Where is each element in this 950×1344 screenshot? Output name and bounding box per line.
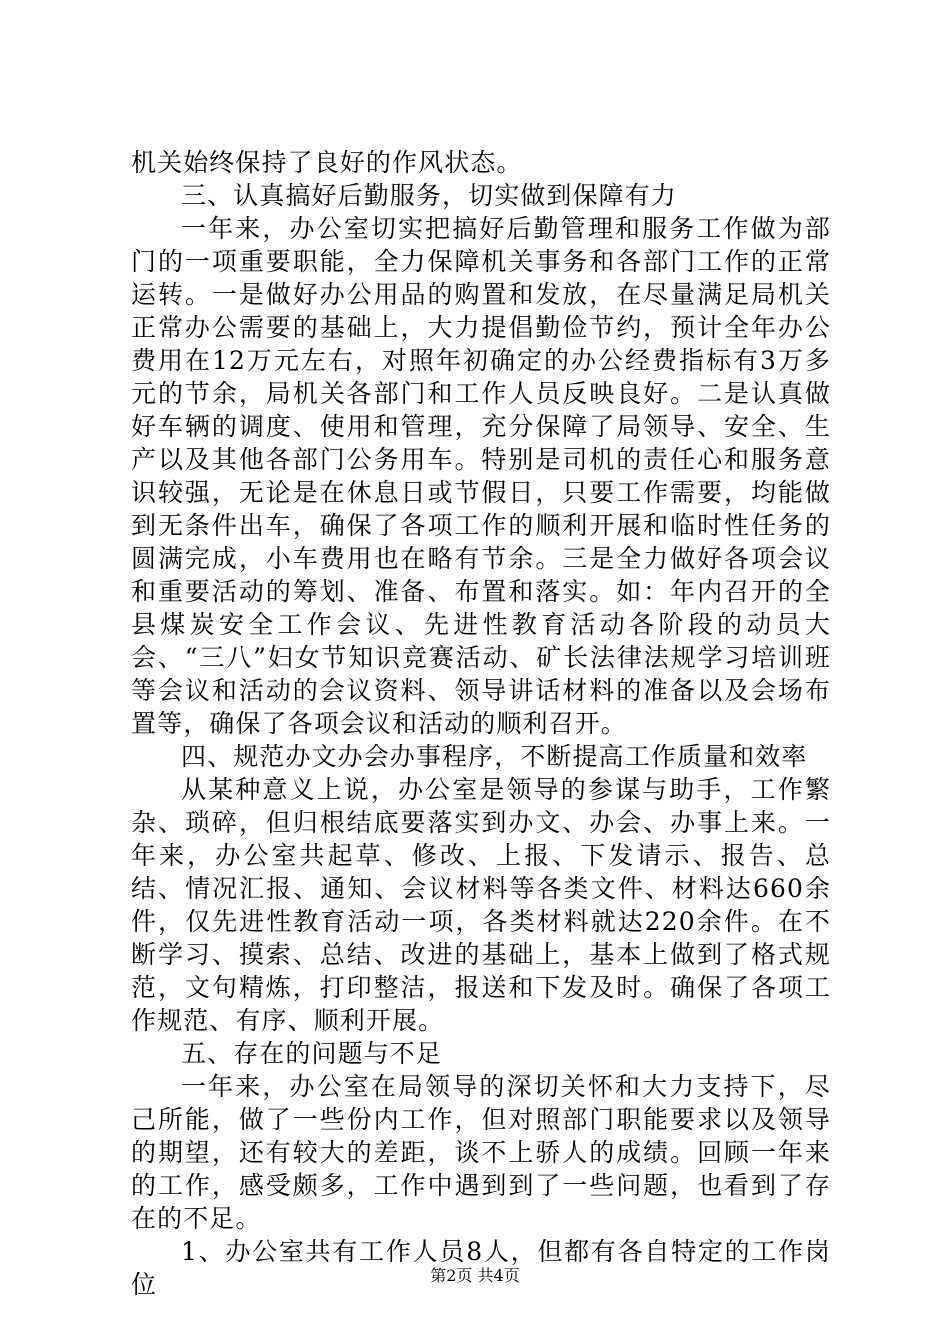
paragraph-item-1: 1、办公室共有工作人员8人，但都有各自特定的工作岗位 — [131, 1237, 831, 1299]
paragraph-continuation: 机关始终保持了良好的作风状态。 — [131, 148, 523, 177]
paragraph-logistics: 一年来，办公室切实把搞好后勤管理和服务工作做为部门的一项重要职能，全力保障机关事务和各部门工作的正常运转。一是做好办公用品的购置和发放，在尽量满足局机关正常办公需要的基础上，大力提倡勤俭节约，预计全年办公费用在12万元左右，对照年初确定的办公经费指标有3万多元的节余，局机关各部门和工作人员反映良好。二是认真做好车辆的调度、使用和管理，充分保障了局领导、安全、生产以及其他各部门公务用车。特别是司机的责任心和服务意识较强，无论是在休息日或节假日，只要工作需要，均能做到无条件出车，确保了各项工作的顺利开展和临时性任务的圆满完成，小车费用也在略有节余。三是全力做好各项会议和重要活动的筹划、准备、布置和落实。如：年内召开的全县煤炭安全工作会议、先进性教育活动各阶段的动员大会、“三八”妇女节知识竞赛活动、矿长法律法规学习培训班等会议和活动的会议资料、领导讲话材料的准备以及会场布置等，确保了各项会议和活动的顺利召开。 — [131, 214, 831, 738]
page-footer — [0, 1266, 950, 1286]
paragraph-problems: 一年来，办公室在局领导的深切关怀和大力支持下，尽己所能，做了一些份内工作，但对照部门职能要求以及领导的期望，还有较大的差距，谈不上骄人的成绩。回顾一年来的工作，感受颇多，工作中遇到到了一些问题，也看到了存在的不足。 — [131, 1072, 831, 1233]
paragraph-document-work: 从某种意义上说，办公室是领导的参谋与助手，工作繁杂、琐碎，但归根结底要落实到办文、办会、办事上来。一年来，办公室共起草、修改、上报、下发请示、报告、总结、情况汇报、通知、会议材料等各类文件、材料达660余件，仅先进性教育活动一项，各类材料就达220余件。在不断学习、摸索、总结、改进的基础上，基本上做到了格式规范，文句精炼，打印整洁，报送和下发及时。确保了各项工作规范、有序、顺利开展。 — [131, 775, 831, 1035]
document-body — [131, 146, 831, 1301]
page-number: 第2页 共4页 — [430, 1266, 520, 1285]
section-heading-4: 四、规范办文办会办事程序，不断提高工作质量和效率 — [181, 742, 808, 771]
section-heading-5: 五、存在的问题与不足 — [181, 1039, 443, 1068]
section-heading-3: 三、认真搞好后勤服务，切实做到保障有力 — [181, 181, 677, 210]
